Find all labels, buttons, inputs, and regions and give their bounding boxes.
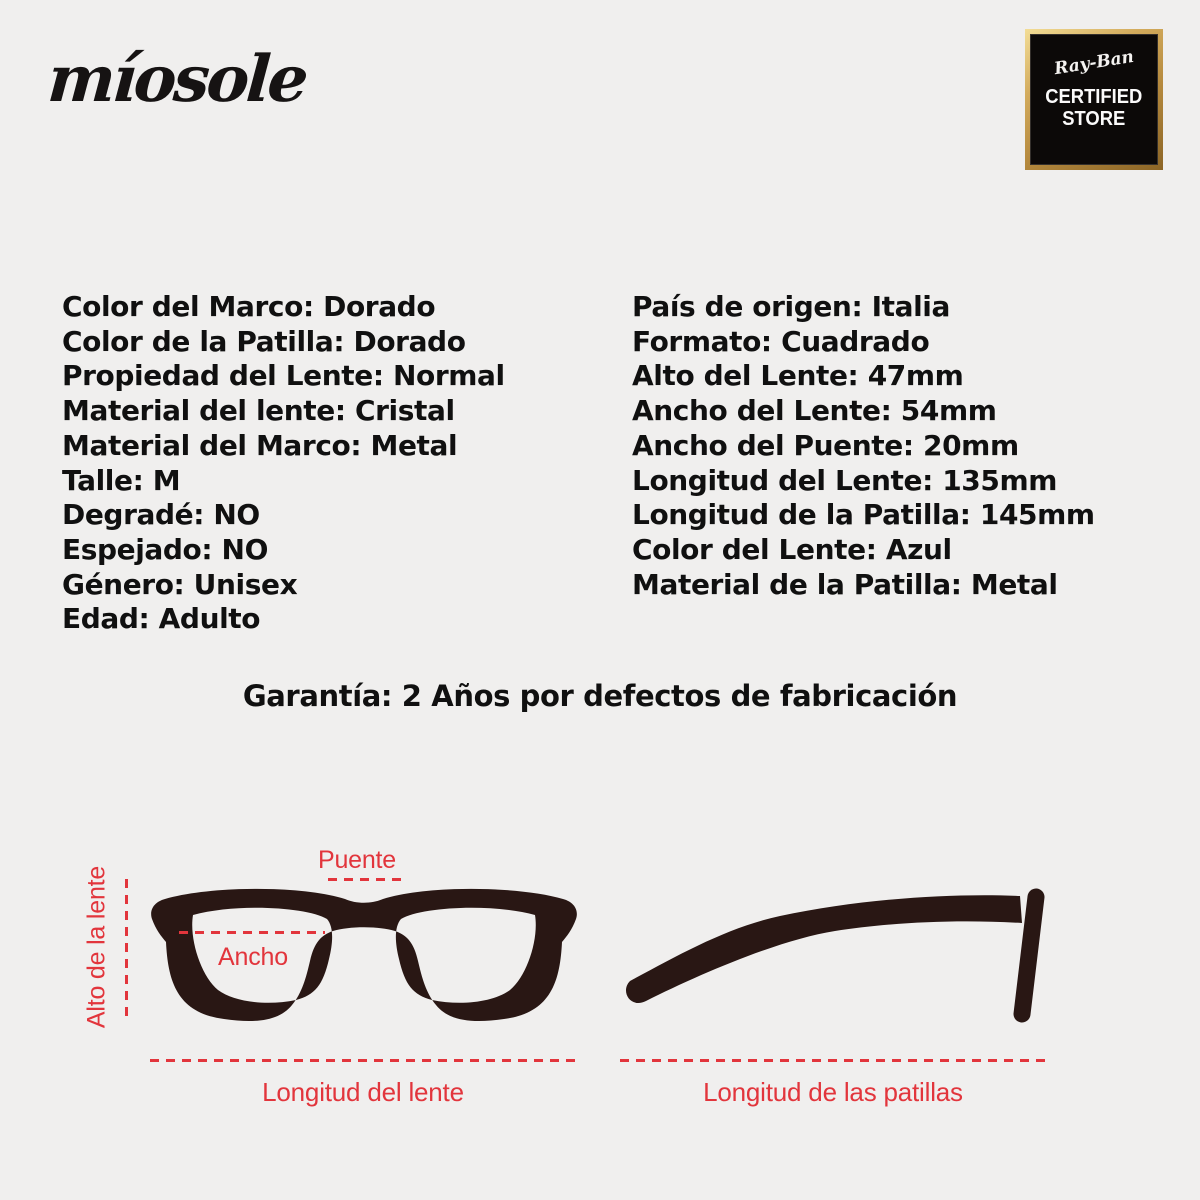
spec-origin-country: País de origen: Italia [632, 290, 950, 323]
temple-front-bar [1022, 897, 1036, 1014]
spec-lens-length: Longitud del Lente: 135mm [632, 463, 1058, 497]
brand-logo: míosole [45, 42, 309, 117]
spec-mirrored: Espejado: NO [62, 532, 268, 566]
spec-shape: Formato: Cuadrado [632, 324, 930, 358]
spec-temple-color: Color de la Patilla: Dorado [62, 324, 466, 358]
spec-lens-width: Ancho del Lente: 54mm [632, 394, 997, 428]
spec-age: Edad: Adulto [62, 602, 261, 636]
spec-gender: Género: Unisex [62, 567, 298, 601]
spec-lens-property: Propiedad del Lente: Normal [62, 359, 505, 393]
temple-side-diagram [618, 883, 1048, 1025]
spec-lens-height: Alto del Lente: 47mm [632, 359, 964, 393]
spec-gradient: Degradé: NO [62, 498, 260, 532]
spec-frame-material: Material del Marco: Metal [62, 428, 458, 462]
specs-column-right [632, 290, 1095, 602]
spec-frame-color: Color del Marco: Dorado [62, 290, 436, 323]
spec-bridge-width: Ancho del Puente: 20mm [632, 428, 1019, 462]
ancho-label: Ancho [218, 943, 288, 971]
spec-lens-color: Color del Lente: Azul [632, 532, 952, 566]
warranty-note: Garantía: 2 Años por defectos de fabricación [242, 679, 958, 713]
alto-dimension-line [125, 879, 128, 1020]
alto-lente-label: Alto de la lente [82, 865, 111, 1029]
spec-size: Talle: M [62, 463, 181, 497]
spec-temple-length: Longitud de la Patilla: 145mm [632, 498, 1095, 532]
badge-inner-panel [1030, 34, 1158, 165]
badge-line1: CERTIFIED [1045, 86, 1143, 108]
temple-arm-shape [626, 895, 1022, 1003]
ancho-dimension-line [179, 931, 325, 934]
longitud-patillas-label: Longitud de las patillas [703, 1077, 963, 1107]
spec-lens-material: Material del lente: Cristal [62, 394, 455, 428]
puente-dimension-line [328, 878, 402, 881]
badge-line2: STORE [1062, 108, 1126, 130]
rayban-certified-badge [1025, 29, 1163, 170]
longitud-lente-dimension-line [150, 1059, 578, 1062]
puente-label: Puente [317, 846, 397, 874]
spec-temple-material: Material de la Patilla: Metal [632, 567, 1058, 601]
rayban-script-logo: Ray-Ban [1052, 46, 1136, 80]
longitud-lente-label: Longitud del lente [262, 1077, 464, 1107]
specs-column-left [62, 290, 505, 637]
longitud-patillas-dimension-line [620, 1059, 1046, 1062]
certified-store-label [1045, 86, 1142, 130]
